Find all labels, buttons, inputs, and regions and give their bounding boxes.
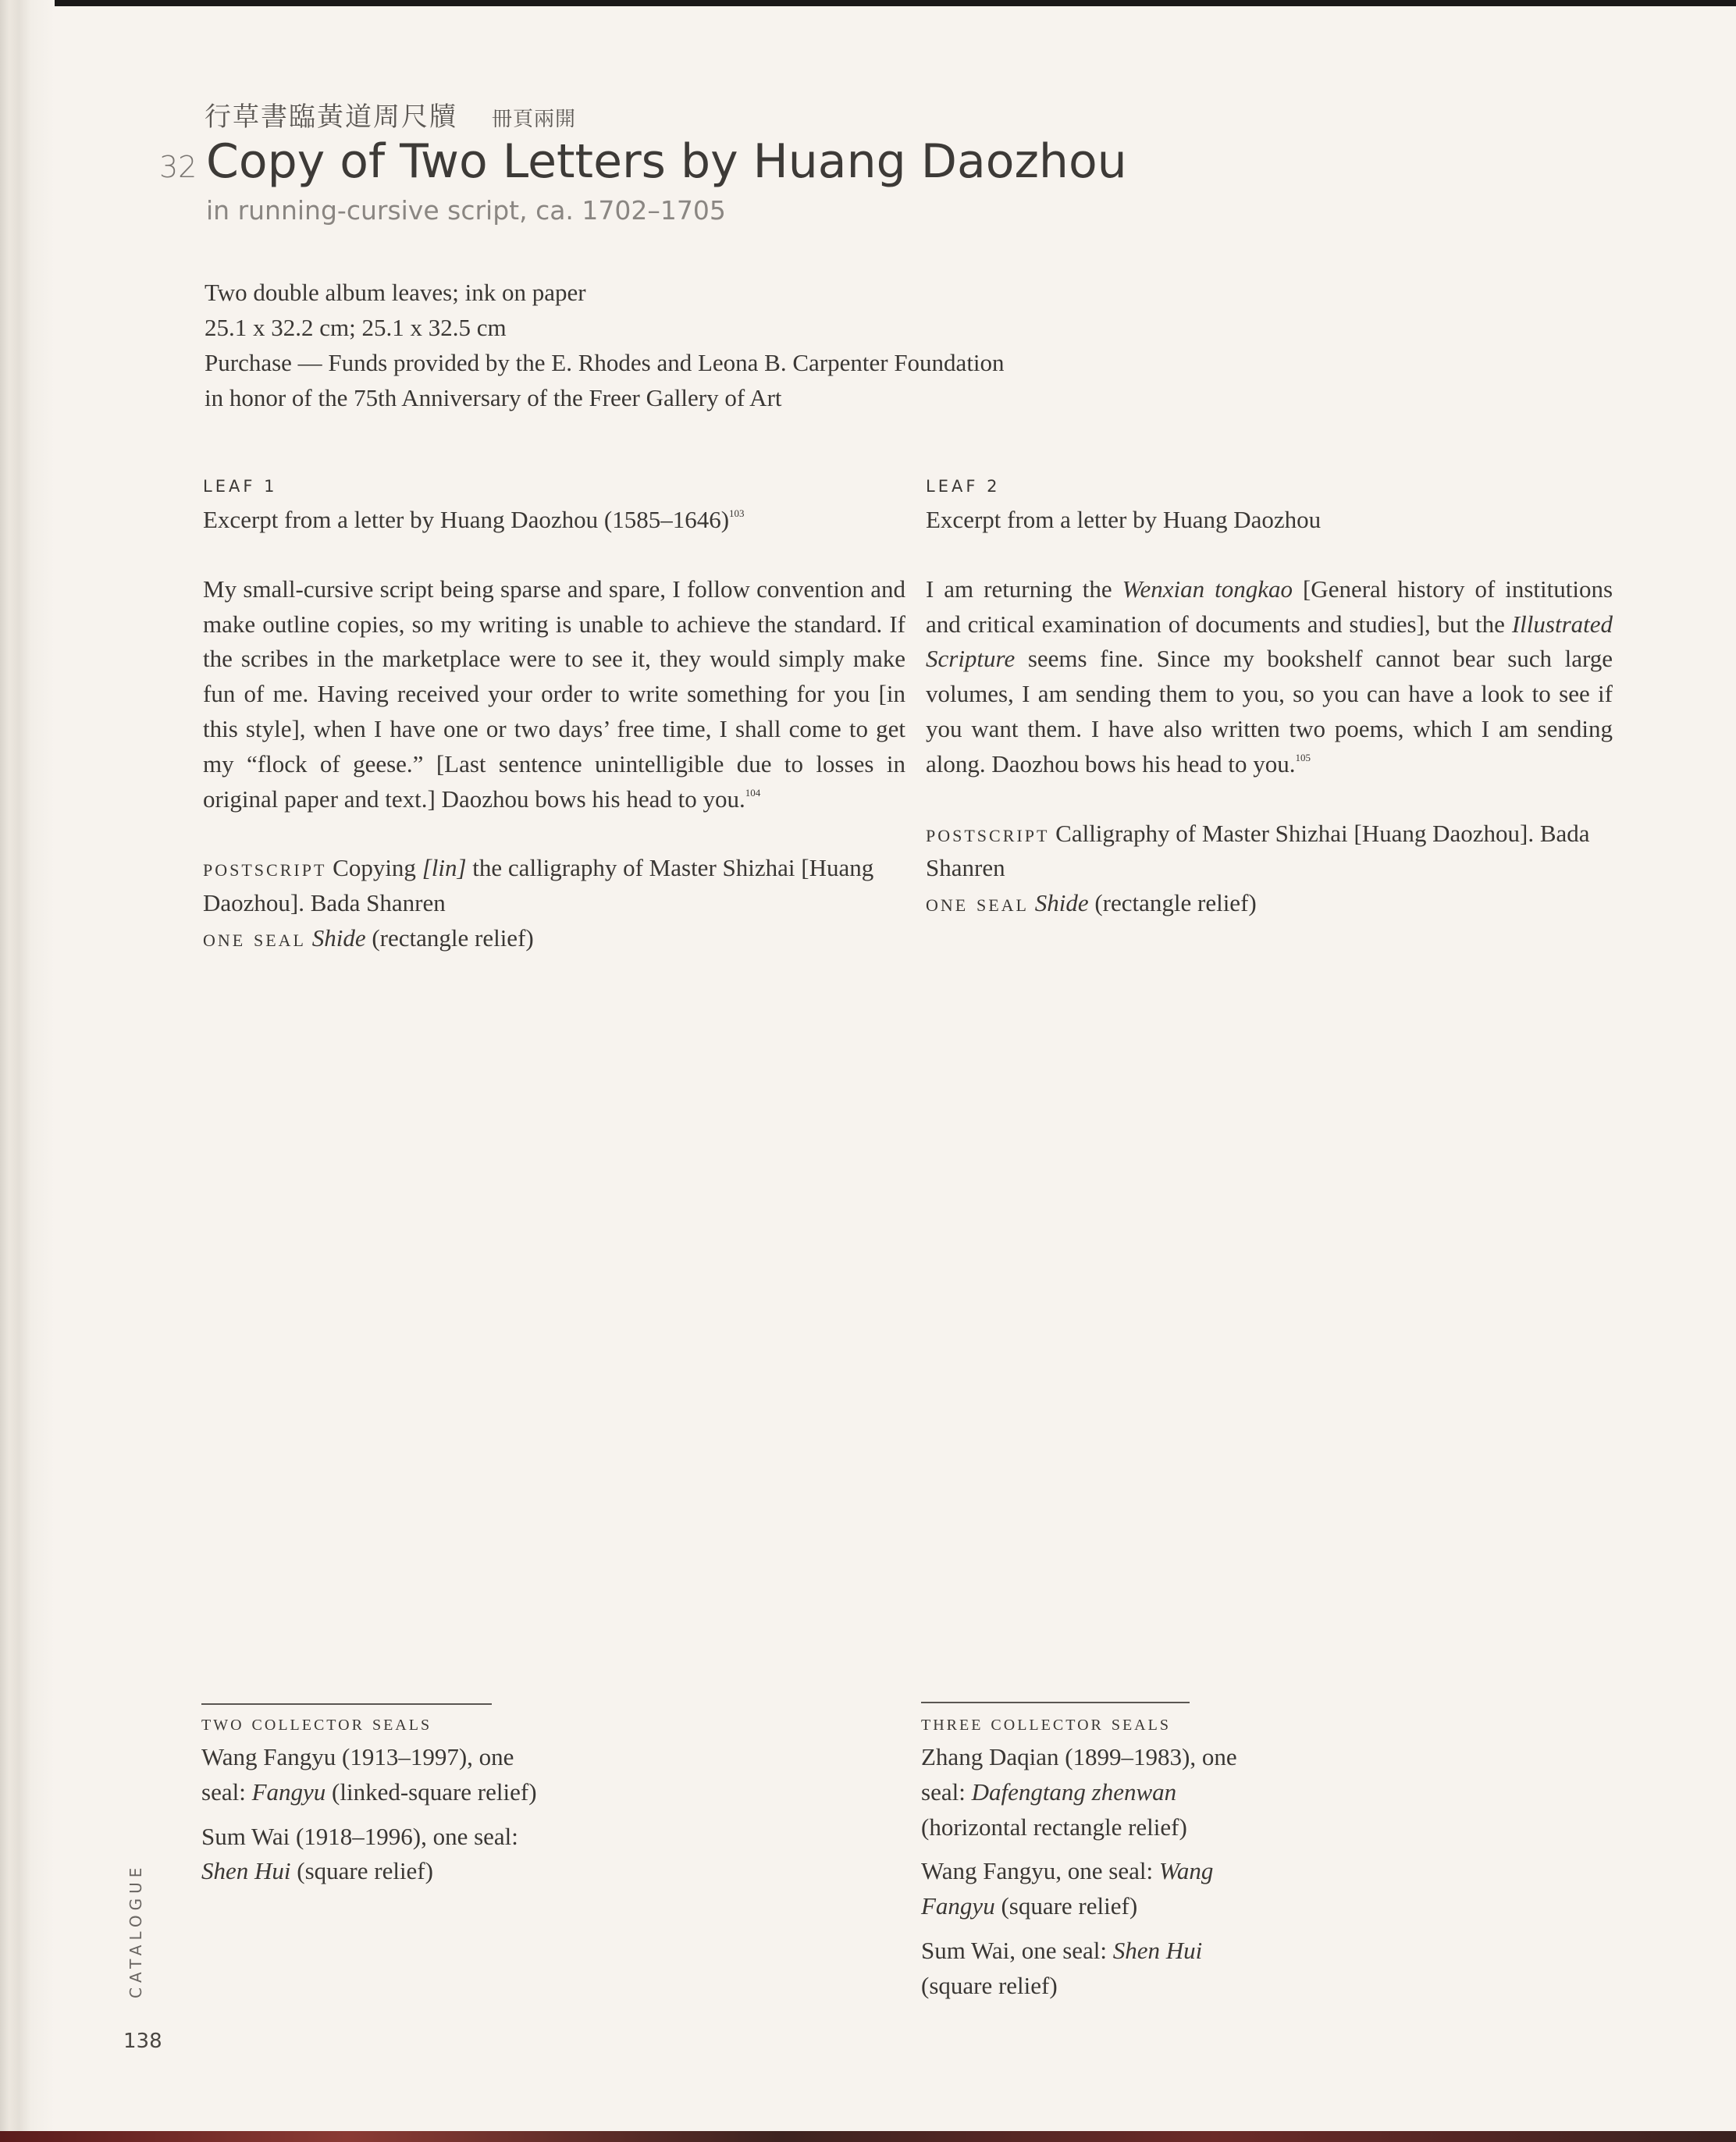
letter-pre: I am returning the [926, 575, 1112, 603]
leaf-1-column [203, 475, 905, 956]
leaf-2-column [926, 475, 1613, 921]
page-subtitle: in running-cursive script, ca. 1702–1705 [206, 195, 726, 226]
book-title-wenxian: Wenxian tongkao [1122, 575, 1293, 603]
seal-name: Shide [1034, 889, 1089, 917]
collector-entry [921, 1854, 1257, 1924]
seal-label: one seal [926, 889, 1029, 917]
collectors-left [201, 1712, 537, 1898]
collector-text: Zhang Daqian (1899–1983), one seal: [921, 1743, 1237, 1806]
collector-seal-type: (square relief) [921, 1971, 1058, 1999]
collector-seal-type: (square relief) [297, 1857, 433, 1885]
collectors-right-rule [921, 1702, 1190, 1703]
postscript-label: postscript [926, 819, 1050, 847]
seal-type: (rectangle relief) [372, 923, 534, 952]
collector-seal-name: Wang Fangyu [921, 1857, 1214, 1920]
collector-text: Wang Fangyu, one seal: [921, 1857, 1154, 1885]
collector-seal-name: Fangyu [251, 1777, 326, 1806]
format-line: Two double album leaves; ink on paper [205, 279, 586, 306]
leaf-1-label: LEAF 1 [203, 477, 278, 496]
collectors-left-rule [201, 1703, 492, 1705]
collector-seal-name: Shen Hui [201, 1857, 291, 1885]
collector-entry [921, 1934, 1257, 2004]
book-title-scripture: Illustrated Scripture [926, 610, 1613, 673]
collectors-right-heading: three collector seals [921, 1711, 1171, 1735]
postscript-label: postscript [203, 854, 327, 882]
leaf-2-excerpt: Excerpt from a letter by Huang Daozhou [926, 506, 1322, 533]
postscript-text: Calligraphy of Master Shizhai [Huang Daozhou]. Bada Shanren [926, 819, 1590, 882]
credit-line-1: Purchase — Funds provided by the E. Rhodes and Leona B. Carpenter Foundation [205, 349, 1005, 376]
leaf-2-seal [926, 886, 1613, 921]
seal-type: (rectangle relief) [1094, 889, 1257, 917]
leaf-1-excerpt [203, 503, 905, 538]
leaf-1-excerpt-text: Excerpt from a letter by Huang Daozhou (1585–1646) [203, 506, 730, 533]
leaf-1-letter-text: My small-cursive script being sparse and spare, I follow convention and make outline copies, so my writing is unable to achieve the standard. If the scribes in the marketplace were to see it, they would simply make fun of me. Having received your order to write something for you [in this style], when I have one or two days’ free time, I shall come to get my “flock of geese.” [Last sentence unintelligible due to losses in original paper and text.] Daozhou bows his head to you. [203, 575, 905, 813]
collector-seal-type: (square relief) [1001, 1892, 1138, 1920]
collector-seal-type: (linked-square relief) [332, 1777, 537, 1806]
seal-label: one seal [203, 923, 306, 952]
collector-seal-name: Shen Hui [1112, 1936, 1203, 1964]
collector-entry [921, 1740, 1257, 1845]
note-ref-104: 104 [745, 786, 761, 799]
catalogue-number: 32 [159, 150, 197, 184]
collectors-left-heading: two collector seals [201, 1711, 432, 1735]
postscript-post: the calligraphy of Master Shizhai [Huang Daozhou]. Bada Shanren [203, 854, 874, 917]
collector-seal-type: (horizontal rectangle relief) [921, 1813, 1187, 1841]
chinese-format: 冊頁兩開 [492, 108, 577, 131]
page-left-edge [0, 0, 55, 2142]
leaf-2-label: LEAF 2 [926, 477, 1001, 496]
postscript-term: [lin] [422, 854, 467, 882]
note-ref-105: 105 [1295, 751, 1311, 763]
dimensions-line: 25.1 x 32.2 cm; 25.1 x 32.5 cm [205, 314, 507, 341]
chinese-title: 行草書臨黃道周尺牘 [205, 101, 457, 133]
leaf-2-letter [926, 572, 1613, 782]
collector-entry [201, 1820, 537, 1890]
page-number: 138 [123, 2030, 162, 2053]
leaf-1-seal [203, 921, 905, 956]
note-ref-103: 103 [729, 507, 745, 519]
seal-name: Shide [311, 923, 366, 952]
letter-post: seems fine. Since my bookshelf cannot bear such large volumes, I am sending them to you, so you can have a look to see if you want them. I have also written two poems, which I am sending along. Daozhou bows his head to you. [926, 645, 1613, 777]
section-label: CATALOGUE [126, 1863, 145, 1998]
collector-entry [201, 1740, 537, 1810]
page-top-edge [0, 0, 1736, 6]
collector-seal-name: Dafengtang zhenwan [971, 1777, 1177, 1806]
letter-mid: [General history of institutions and critical examination of documents and studies], but the [926, 575, 1613, 638]
credit-line-2: in honor of the 75th Anniversary of the Freer Gallery of Art [205, 384, 782, 411]
leaf-1-letter [203, 572, 905, 817]
collector-text: Wang Fangyu (1913–1997), one seal: [201, 1743, 514, 1806]
collector-text: Sum Wai (1918–1996), one seal: [201, 1822, 518, 1850]
collectors-right [921, 1712, 1257, 2013]
postscript-pre: Copying [333, 854, 416, 882]
leaf-2-postscript [926, 817, 1613, 887]
object-metadata [205, 275, 1005, 415]
leaf-1-postscript [203, 851, 905, 921]
page-title: Copy of Two Letters by Huang Daozhou [206, 134, 1127, 189]
collector-text: Sum Wai, one seal: [921, 1936, 1108, 1964]
page-bottom-edge [0, 2131, 1736, 2142]
